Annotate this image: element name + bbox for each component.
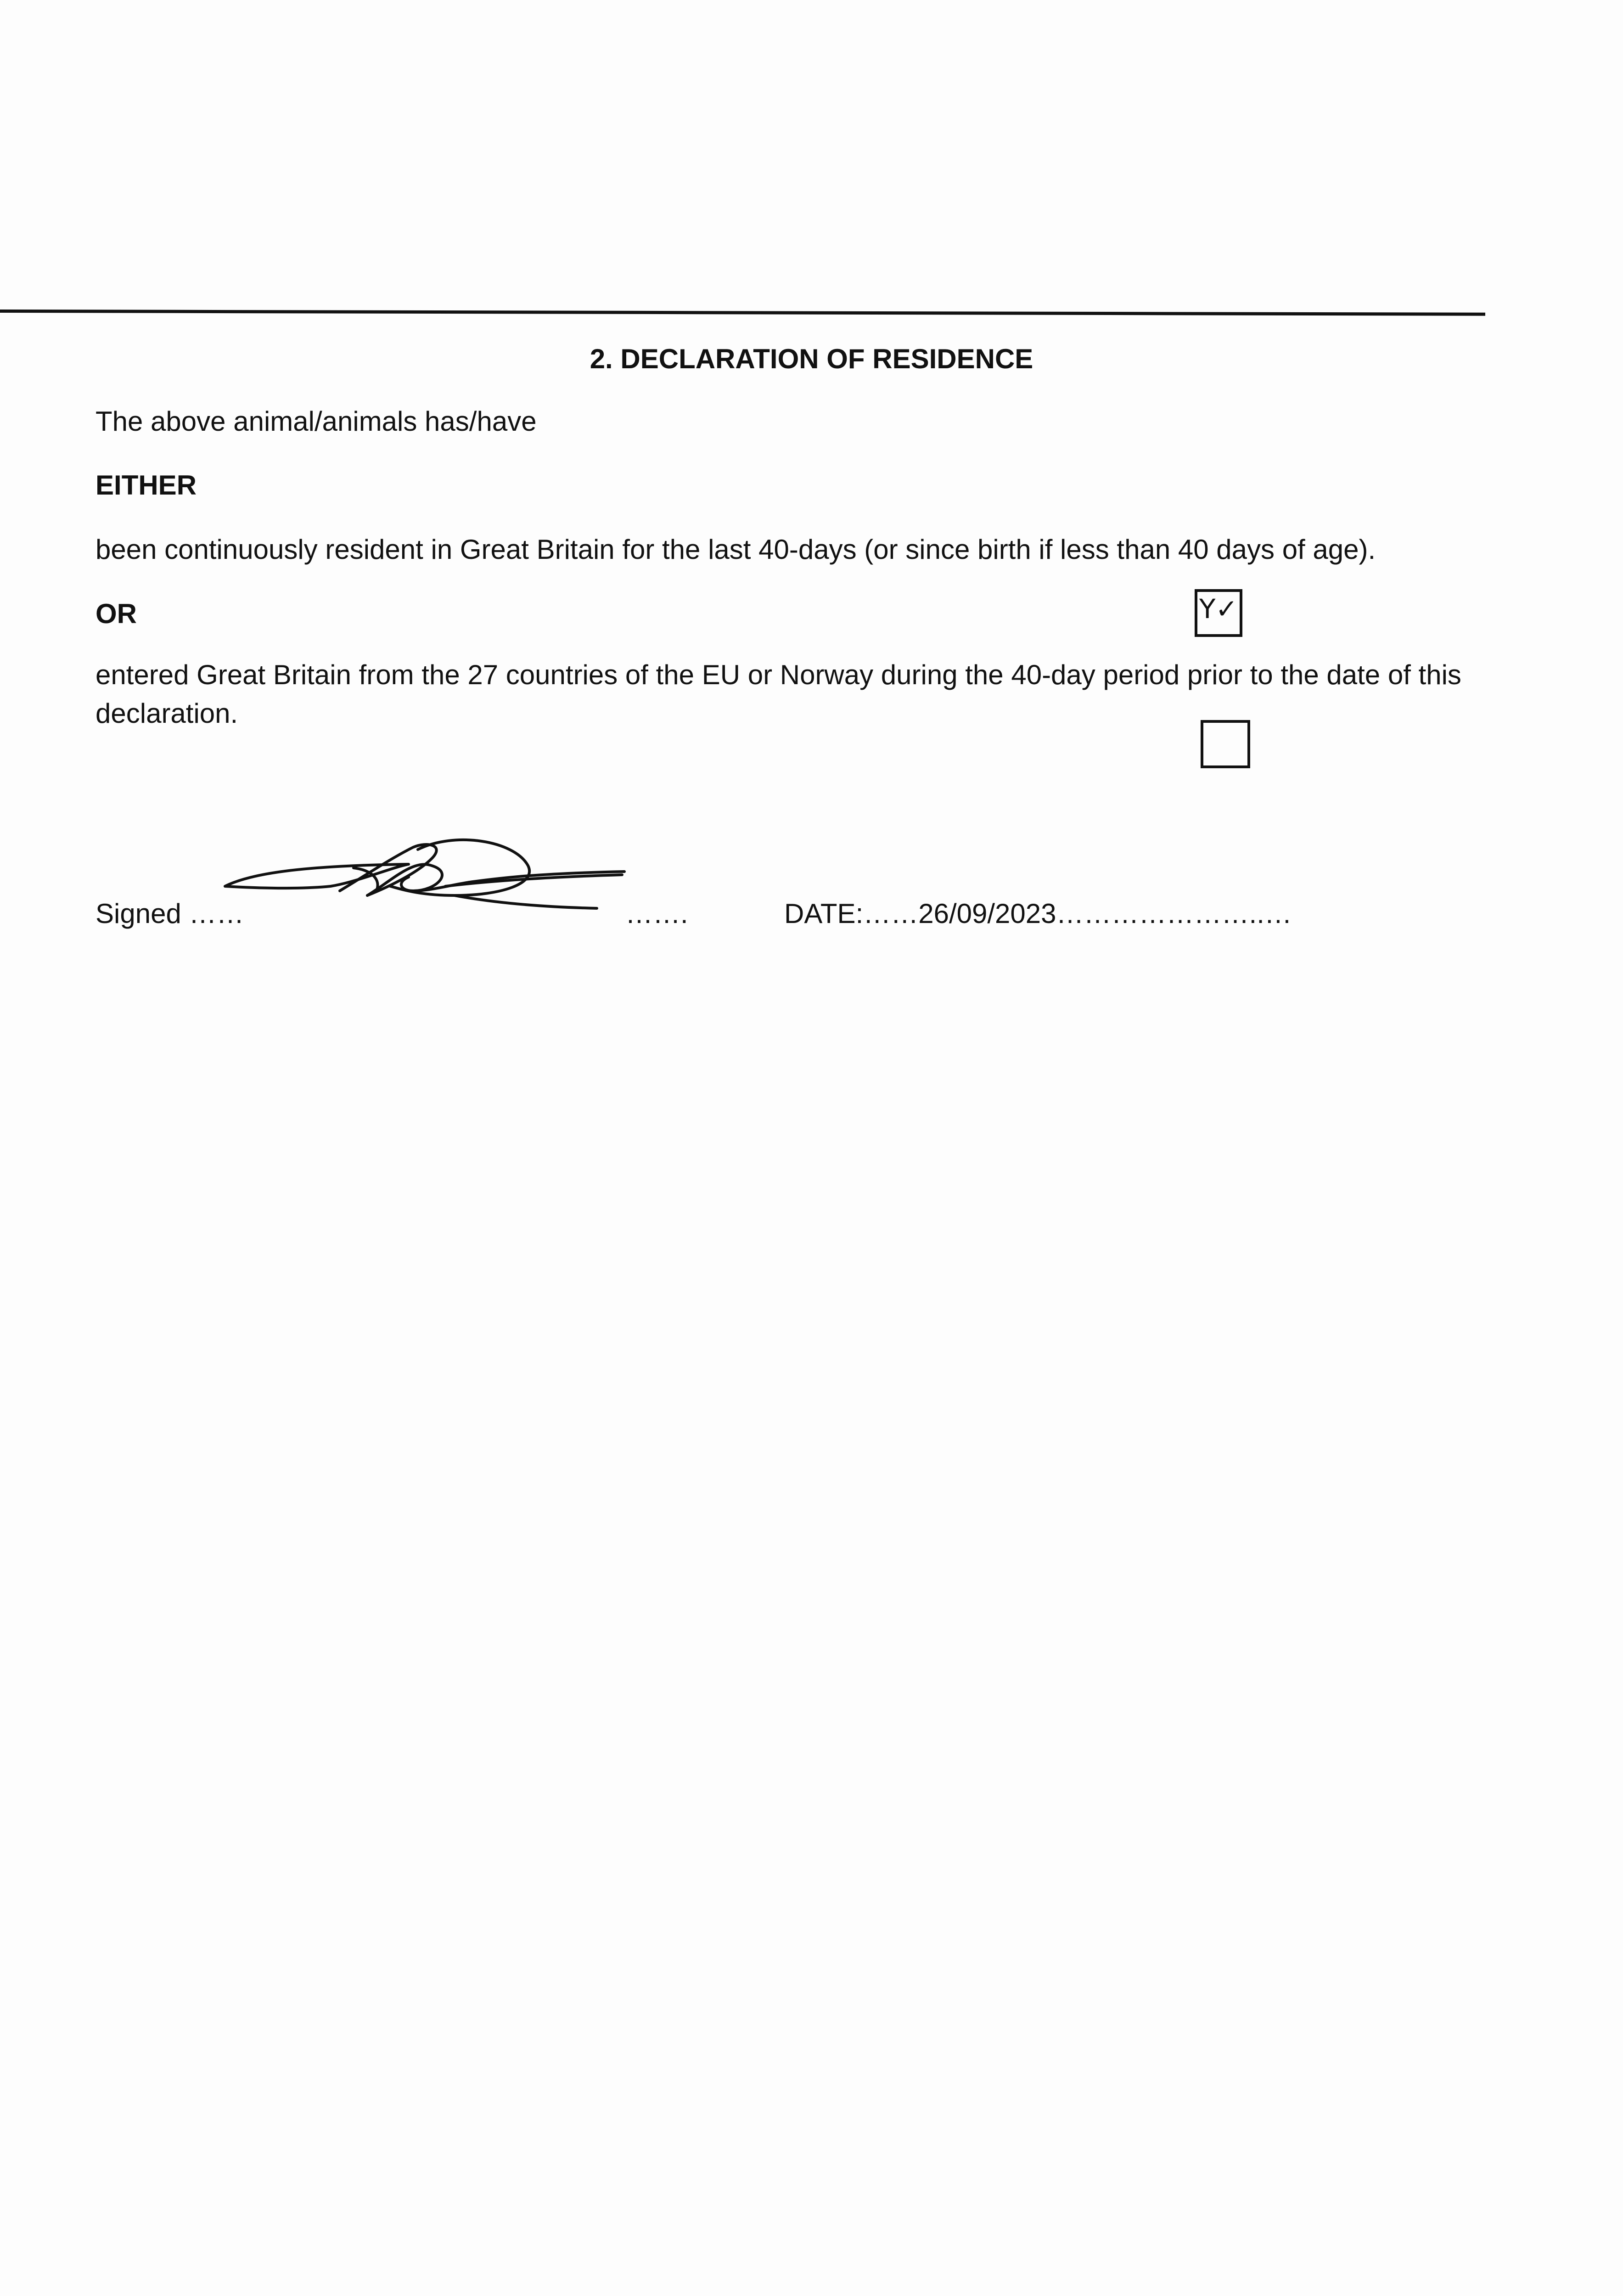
or-label: OR (95, 598, 137, 629)
intro-text: The above animal/animals has/have (95, 406, 537, 437)
either-label: EITHER (95, 470, 197, 501)
checkmark-icon: Y✓ (1199, 593, 1238, 625)
option-1-checkbox[interactable] (1195, 589, 1242, 637)
signed-label: Signed …… (95, 898, 244, 929)
signed-suffix: ……. (625, 898, 688, 929)
section-heading (0, 340, 1623, 378)
signature-scribble (216, 822, 638, 923)
option-1-text: been continuously resident in Great Britain for the last 40-days (or since birth if less than 40 days of age). (95, 534, 1376, 565)
option-2-checkbox[interactable] (1201, 720, 1250, 768)
top-divider-line (0, 310, 1485, 316)
section-heading-text: 2. DECLARATION OF RESIDENCE (590, 343, 1033, 374)
date-field: DATE:……26/09/2023…………………..… (784, 898, 1292, 929)
option-2-text: entered Great Britain from the 27 countries of the EU or Norway during the 40-day period prior to the date of this declaration. (95, 659, 1461, 729)
